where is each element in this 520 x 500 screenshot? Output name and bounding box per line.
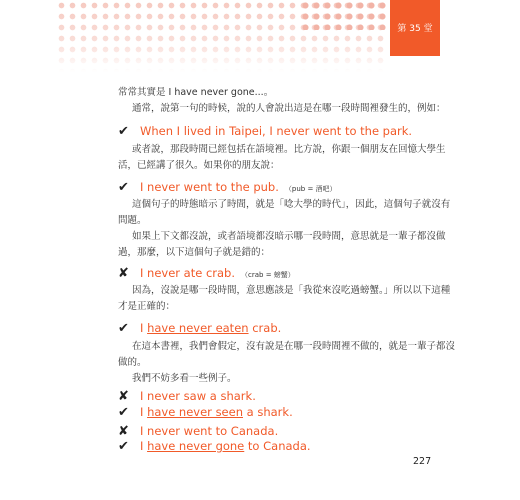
example-correct	[118, 435, 311, 454]
check-icon: ✔	[118, 405, 129, 420]
paragraph-line: 活，已經講了很久。如果你的朋友說：	[118, 160, 280, 171]
example-wrong	[118, 262, 295, 281]
example-text: I never saw a shark.	[140, 389, 256, 403]
paragraph-line: 我們不妨多看一些例子。	[132, 373, 237, 384]
example-text: When I lived in Taipei, I never went to the park.	[140, 124, 413, 138]
paragraph-line: 過，那麼，以下這個句子就是錯的：	[118, 247, 271, 258]
cross-icon: ✘	[118, 266, 129, 281]
example-correct	[118, 317, 281, 336]
example-text: to Canada.	[244, 439, 311, 453]
paragraph-line: 這個句子的時態暗示了時間，就是「唸大學的時代」，因此，這個句子就沒有	[132, 199, 451, 210]
lesson-tab-label: 第 35 堂	[397, 24, 433, 34]
page-number: 227	[413, 456, 432, 467]
example-correct	[118, 401, 293, 420]
paragraph-line: 問題。	[118, 215, 147, 226]
paragraph-line: 常常其實是 I have never gone...。	[118, 87, 274, 98]
example-correct	[118, 176, 337, 195]
paragraph-line: 通常，說第一句的時候，說的人會說出這是在哪一段時間裡發生的，例如：	[132, 103, 446, 114]
paragraph-line: 在這本書裡，我們會假定，沒有說是在哪一段時間裡不做的，就是一輩子都沒	[132, 341, 456, 352]
example-text: crab.	[248, 321, 282, 335]
example-correct	[118, 120, 412, 139]
check-icon: ✔	[118, 439, 129, 454]
cross-icon: ✘	[118, 389, 129, 404]
example-text: I	[140, 405, 148, 419]
example-underlined: have never eaten	[147, 321, 249, 335]
decorative-dot-pattern-accent	[300, 0, 390, 30]
example-text: I never went to Canada.	[140, 424, 279, 438]
example-text: I	[140, 439, 148, 453]
example-underlined: have never seen	[147, 405, 243, 419]
paragraph-line: 如果上下文都沒說，或者語境都沒暗示哪一段時間，意思就是一輩子都沒做	[132, 231, 446, 242]
paragraph-line: 做的。	[118, 357, 147, 368]
paragraph-line: 才是正確的：	[118, 301, 176, 312]
vocab-note: （crab = 螃蟹）	[241, 271, 295, 279]
example-text: I	[140, 321, 148, 335]
paragraph-line: 因為，沒說是哪一段時間，意思應該是「我從來沒吃過螃蟹。」所以以下這種	[132, 285, 451, 296]
check-icon: ✔	[118, 124, 129, 139]
check-icon: ✔	[118, 180, 129, 195]
paragraph-line: 或者說，那段時間已經包括在語境裡。比方說，你跟一個朋友在回憶大學生	[132, 144, 446, 155]
example-text: I never went to the pub.	[140, 180, 279, 194]
example-text: I never ate crab.	[140, 266, 236, 280]
check-icon: ✔	[118, 321, 129, 336]
cross-icon: ✘	[118, 424, 129, 439]
vocab-note: （pub = 酒吧）	[284, 185, 337, 193]
example-text: a shark.	[243, 405, 293, 419]
lesson-tab	[390, 0, 440, 56]
example-underlined: have never gone	[147, 439, 245, 453]
